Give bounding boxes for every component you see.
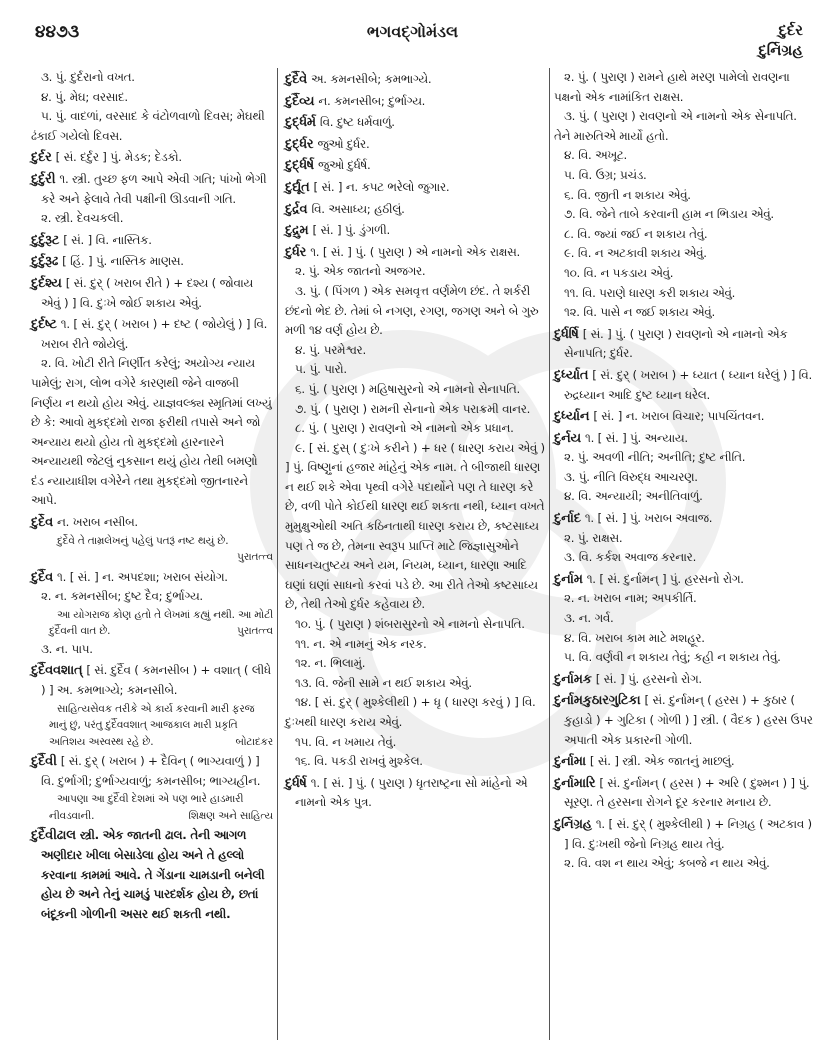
sense-definition: ૩. પું. દુર્દરાનો વખત.	[41, 70, 135, 84]
sense-definition: ૨. પું. ( પુરાણ ) રામને હાથે મરણ પામેલો રાવણના પક્ષનો એક નામાંકિત રાક્ષસ.	[554, 70, 790, 104]
column-1	[31, 68, 273, 924]
sense-definition: ૧૫. વિ. ન ખમાય તેવું.	[295, 734, 397, 749]
usage-quote	[31, 533, 273, 566]
headword: દુર્દૈવીઢાલ	[31, 828, 76, 844]
definition: [ સં. દુર્નામન્ ( હરસ ) + કુઠાર ( કુહાડો ) + ગુટિકા ( ગોળી ) ] સ્ત્રી. ( વૈદક ) હરસ ઉપર અપાતી એક પ્રકારની ગોળી.	[564, 693, 813, 747]
headword: દુર્દ્રવ	[285, 201, 308, 217]
definition: [ સં. દુર્નામન્ ( હરસ ) + અરિ ( દુશ્મન ) ] પું. સૂરણ. તે હરસના રોગને દૂર કરનાર મનાય છે.	[564, 775, 810, 810]
headword: દુર્દેવ	[31, 515, 54, 531]
dictionary-entry	[554, 670, 814, 690]
definition: સ્ત્રી. એક જાતની ઢાલ. તેની આગળ અણીદાર ખીલા બેસાડેલા હોય અને તે હલ્લો કરવાના કામમાં આવે. તે ગેંડાના ચામડાની બનેલી હોય છે અને તેનું ચામડું પારદર્શક હોય છે, છતાં બંદૂકની ગોળીની અસર થઈ શકતી નથી.	[41, 828, 265, 921]
dictionary-entry	[31, 170, 273, 209]
sense-definition: ૩. ન. પાપ.	[41, 641, 93, 656]
page-title: ભગવદ્ગોમંડલ	[366, 22, 459, 41]
sense-definition: ૪. પું. પરમેશ્વર.	[295, 342, 367, 357]
sense-definition: ૪. વિ. અન્યાયી; અનીતિવાળું.	[564, 489, 703, 504]
headword: દુર્દ્યૂત	[285, 179, 310, 195]
quote-text: દુર્દેવે તે તામ્રલેખનું પહેલું પતરૂં નષ્ટ થયું છે.	[57, 534, 229, 547]
quote-text: આ યોગરાજ કોણ હતો તે લેખમાં કહ્યું નથી. આ મોટી દુર્દૈવની વાત છે.	[49, 608, 273, 638]
headword: દુર્નાદ	[554, 511, 581, 527]
quote-source: બોટાદકર	[235, 735, 273, 748]
dictionary-entry	[285, 243, 545, 263]
dictionary-entry	[285, 178, 545, 198]
definition: અ. કમનસીબે; કમભાગ્યે.	[311, 72, 432, 86]
sense-definition: ૧૧. ન. એ નામનું એક નરક.	[295, 636, 427, 651]
quote-text: સાહિત્યસેવક તરીકે એ કાર્ય કરવાની મારી ફરજ માનું છું, પરંતુ દુર્દૈવવશાત્ આજકાલ મારી પ્રકૃતિ અતિશય અસ્વસ્થ રહે છે.	[49, 702, 255, 748]
sense-definition: ૩. પું. નીતિ વિરુદ્ધ આચરણ.	[564, 469, 698, 484]
definition: [ સં. ] પું. ડુંગળી.	[312, 223, 391, 238]
sense-definition: ૨. પું. રાક્ષસ.	[564, 530, 623, 545]
headword: દુર્દ્ધર	[285, 136, 314, 152]
column-divider	[277, 68, 278, 1040]
headword: દુર્દૈવ્ય	[285, 93, 315, 109]
dictionary-entry	[554, 429, 814, 449]
definition: ૧. [ સં. દુર્નામન્ ] પું. હરસનો રોગ.	[586, 571, 744, 586]
dictionary-entry	[285, 200, 545, 220]
column-3	[554, 68, 814, 874]
sense-definition: ૭. વિ. જેને તાબે કરવાની હામ ન ભિડાય એવું.	[564, 207, 774, 222]
headword: દુર્દ્ધર્ષ	[285, 158, 315, 174]
headword: દુર્દુરૂટ	[31, 232, 60, 248]
sense-definition: ૨. વિ. ખોટી રીતે નિર્ણીત કરેલું; અયોગ્ય ન્યાય પામેલું; રાગ, લોભ વગેરે કારણથી જેને વાજબી નિર્ણય ન થયો હોય એવું. યાજ્ઞવલ્ક્ય સ્મૃતિમાં લખ્યું છે કે: આવો મુકદ્દમો રાજા ફરીથી તપાસે અને જો અન્યાય થયો હોય તો મુકદ્દમો હારનારને અન્યાયથી જેટલું નુકસાન થયું હોય તેથી બમણો દંડ ન્યાયાધીશ વગેરેને તથા મુકદ્દમો જીતનારને આપે.	[31, 356, 272, 508]
headword: દુર્નામ	[554, 571, 583, 587]
headword: દુર્નામારિ	[554, 775, 596, 791]
headword: દુર્નિગ્રહ	[554, 816, 592, 832]
sense-definition: ૫. પું. વાદળાં, વરસાદ કે વંટોળવાળો દિવસ; મેઘથી ઢંકાઈ ગયેલો દિવસ.	[31, 109, 265, 143]
dictionary-entry	[554, 752, 814, 772]
dictionary-entry	[285, 774, 545, 813]
sense-definition: ૧૧. વિ. પરાણે ધારણ કરી શકાય એવું.	[564, 285, 736, 300]
quote-source: પુરાતત્ત્વ	[237, 551, 273, 564]
sense-definition: ૮. વિ. જ્યાં જઈ ન શકાય તેવું.	[564, 226, 708, 241]
dictionary-entry	[31, 252, 273, 272]
sense-definition: ૪. વિ. ખરાબ કામ માટે મશહૂર.	[564, 630, 705, 645]
headword: દુર્દૈવે	[285, 72, 308, 87]
dictionary-entry	[31, 148, 273, 168]
usage-quote	[31, 607, 273, 640]
headword: દુર્ધ્યાન	[554, 409, 590, 425]
sense-definition: ૯. વિ. ન અટકાવી શકાય એવું.	[564, 246, 707, 261]
dictionary-entry	[285, 92, 545, 112]
dictionary-entry	[285, 135, 545, 155]
headword: દુર્નામા	[554, 754, 586, 770]
definition: [ સં. ] ન. કપટ ભરેલો જુગાર.	[313, 179, 450, 194]
definition: ૧. [ સં. ] પું. અન્યાય.	[585, 430, 688, 445]
headword: દુર્દુરી	[31, 171, 56, 187]
definition: [ સં. દુર્ ( ખરાબ રીતે ) + દશ્ય ( જોવાય એવું ) ] વિ. દુઃખે જોઈ શકાય એવું.	[41, 275, 253, 310]
definition: જુઓ દુર્ધર્ષ.	[318, 158, 371, 173]
headword: દુર્ધ્યાત	[554, 367, 589, 383]
dictionary-entry	[31, 513, 273, 533]
dictionary-entry	[554, 366, 814, 405]
sense-definition: ૫. વિ. વર્ણવી ન શકાય તેવું; કહી ન શકાય તેવું.	[564, 650, 781, 665]
dictionary-entry	[554, 407, 814, 427]
sense-definition: ૨. ન. ખરાબ નામ; અપકીર્તિ.	[564, 591, 697, 606]
headword: દુર્ધર	[285, 244, 307, 260]
definition: ૧. [ સં. દુર્ ( મુશ્કેલીથી ) + નિગ્રહ ( અટકાવ ) ] વિ. દુઃખથી જેનો નિગ્રહ થાય તેવું.	[564, 816, 812, 851]
sense-definition: ૩. પું. ( પિંગળ ) એક સમવૃત્ત વર્ણમેળ છંદ. તે શર્કરી છંદનો ભેદ છે. તેમાં બે નગણ, રગણ, જગણ અને બે ગુરુ મળી ૧૪ વર્ણ હોય છે.	[285, 283, 539, 338]
sense-definition: ૬. પું. ( પુરાણ ) મહિષાસુરનો એ નામનો સેનાપતિ.	[295, 381, 521, 396]
definition: વિ. અસાધ્ય; હઠીલું.	[311, 201, 405, 216]
dictionary-entry	[285, 156, 545, 176]
sense-definition: ૫. વિ. ઉગ્ર; પ્રચંડ.	[564, 167, 647, 182]
headword: દુર્દ્ધર્મ	[285, 115, 316, 131]
usage-quote	[31, 791, 273, 824]
dictionary-entry	[31, 568, 273, 588]
definition: [ સં. ] ન. ખરાબ વિચાર; પાપચિંતવન.	[593, 409, 765, 424]
sense-definition: ૨. વિ. વશ ન થાય એવું; કબજે ન થાય એવું.	[564, 856, 770, 871]
guide-word-first: દુર્દર	[778, 21, 803, 39]
sense-definition: ૯. [ સં. દુસ્ ( દુઃખે કરીને ) + ધર ( ધારણ કરાય એવું ) ] પું. વિષ્ણુનાં હજાર માંહેનું એક નામ. તે બીજાથી ધારણ ન થઈ શકે એવા પૃથ્વી વગેરે પદાર્થોને પણ તે ધારણ કરે છે, વળી પોતે કોઈથી ધારણ થઈ શકતા નથી, ધ્યાન વખતે મુમુક્ષુઓથી અતિ કઠિનતાથી ધારણ કરાય છે, કષ્ટસાધ્ય પણ તે જ છે, તેમના સ્વરૂપ પ્રાપ્તિ માટે જિજ્ઞાસુઓને સાધનચતુષ્ટય અને યમ, નિયમ, ધ્યાન, ધારણા આદિ ઘણાં ઘણાં સાધનો કરવાં પડે છે. આ રીતે તેઓ કષ્ટસાધ્ય છે, તેથી તેઓ દુર્ધર કહેવાય છે.	[285, 440, 545, 612]
dictionary-entry	[554, 325, 814, 364]
headword: દુર્ધર્ષ	[285, 775, 307, 791]
sense-definition: ૨. ન. કમનસીબ; દુષ્ટ દૈવ; દુર્ભાગ્ય.	[41, 589, 203, 604]
sense-definition: ૩. પું. ( પુરાણ ) રાવણનો એ નામનો એક સેનાપતિ. તેને મારુતિએ માર્યો હતો.	[554, 109, 797, 143]
headword: દુર્ધર્ષિ	[554, 326, 579, 342]
dictionary-entry	[31, 752, 273, 791]
definition: [ સં. ] વિ. નાસ્તિક.	[63, 232, 152, 247]
definition: ન. કમનસીબ; દુર્ભાગ્ય.	[318, 93, 426, 108]
definition: [ સં. ] સ્ત્રી. એક જાતનું માછલું.	[589, 754, 735, 769]
headword: દુર્નામકુઠારગુટિકા	[554, 693, 641, 709]
dictionary-entry	[554, 509, 814, 529]
definition: [ સં. ] પું. ( પુરાણ ) રાવણનો એ નામનો એક સેનાપતિ; દુર્ધર.	[564, 326, 788, 361]
sense-definition: ૧૪. [ સં. દુર્ ( મુશ્કેલીથી ) + ધૃ ( ધારણ કરવું ) ] વિ. દુઃખથી ધારણ કરાય એવું.	[285, 695, 536, 729]
guide-word-last: દુર્નિગ્રહ	[758, 41, 803, 59]
definition: જુઓ દુર્ધર.	[317, 136, 370, 151]
definition: ન. ખરાબ નસીબ.	[57, 515, 138, 530]
sense-definition: ૧૦. વિ. ન પકડાય એવું.	[564, 265, 674, 280]
definition: [ સં. દુર્ ( ખરાબ ) + ધ્યાત ( ધ્યાન ધરેલું ) ] વિ. રુદ્રધ્યાન આદિ દુષ્ટ ધ્યાન ધરેલ.	[564, 367, 813, 402]
usage-quote	[31, 701, 273, 751]
definition: ૧. સ્ત્રી. તુચ્છ ફળ આપે એવી ગતિ; પાંખો ભેગી કરે અને ફેલાવે તેવી પક્ષીની ઊડવાની ગતિ.	[41, 171, 267, 206]
quote-text: આપણા આ દુર્દૈવી દેશમાં એ પણ ભારે હાડમારી નીવડવાની.	[49, 793, 244, 822]
dictionary-entry	[31, 274, 273, 313]
definition: વિ. દુષ્ટ ધર્મવાળું.	[319, 115, 395, 130]
headword: દુર્દૈવ	[31, 569, 54, 585]
definition: ૧. [ સં. ] ન. અપદશા; ખરાબ સંયોગ.	[57, 569, 228, 584]
sense-definition: ૩. ન. ગર્વ.	[564, 611, 614, 626]
sense-definition: ૬. વિ. જીતી ન શકાય એવું.	[564, 187, 691, 202]
dictionary-entry	[554, 691, 814, 750]
headword: દુર્નય	[554, 430, 581, 446]
definition: ૧. [ સં. ] પું. ( પુરાણ ) એ નામનો એક રાક્ષસ.	[310, 244, 521, 259]
sense-definition: ૨. પું. અવળી નીતિ; અનીતિ; દુષ્ટ નીતિ.	[564, 450, 746, 465]
dictionary-entry	[285, 113, 545, 133]
dictionary-entry	[31, 826, 273, 924]
sense-definition: ૧૨. વિ. પાસે ન જઈ શકાય એવું.	[564, 305, 715, 320]
definition: ૧. [ સં. ] પું. ખરાબ અવાજ.	[584, 511, 713, 526]
headword: દુર્દષ્ટ	[31, 317, 57, 333]
definition: [ સં. દર્દુર ] પું. મેડક; દેડકો.	[55, 150, 182, 165]
definition: [ સં. દુર્દૈવ ( કમનસીબ ) + વશાત્ ( લીધે ) ] અ. કમભાગ્યે; કમનસીબે.	[41, 663, 271, 698]
dictionary-entry	[554, 815, 814, 854]
quote-source: શિક્ષણ અને સાહિત્ય	[188, 809, 273, 822]
headword: દુર્દર	[31, 150, 52, 166]
guide-words	[758, 20, 803, 60]
quote-source: પુરાતત્ત્વ	[237, 625, 273, 638]
sense-definition: ૨. પું. એક જાતનો અજગર.	[295, 264, 426, 279]
dictionary-entry	[554, 774, 814, 813]
headword: દુદ્રુમ	[285, 223, 309, 239]
dictionary-entry	[31, 315, 273, 354]
definition: [ હિં. ] પું. નાસ્તિક માણસ.	[62, 254, 184, 269]
column-2	[285, 68, 545, 813]
column-divider	[549, 68, 550, 1040]
sense-definition: ૩. વિ. કર્કશ અવાજ કરનાર.	[564, 550, 697, 565]
sense-definition: ૭. પું. ( પુરાણ ) રામની સેનાનો એક પરાક્રમી વાનર.	[295, 401, 531, 416]
definition: ૧. [ સં. ] પું. ( પુરાણ ) ધૃતરાષ્ટ્રના સો માંહેનો એ નામનો એક પુત્ર.	[295, 775, 528, 810]
sense-definition: ૮. પું. ( પુરાણ ) રાવણનો એ નામનો એક પ્રધાન.	[295, 421, 514, 436]
definition: [ સં. દુર્ ( ખરાબ ) + દૈવિન્ ( ભાગ્યવાળું ) ] વિ. દુર્ભાગી; દુર્ભાગ્યવાળું; કમનસીબ; ભાગ્યહીન.	[41, 754, 261, 788]
headword: દુર્નામક	[554, 671, 592, 687]
headword: દુર્દૈવવશાત્	[31, 663, 83, 679]
dictionary-entry	[31, 231, 273, 251]
dictionary-entry	[285, 221, 545, 241]
sense-definition: ૪. પું. મેઘ; વરસાદ.	[41, 89, 128, 104]
definition: [ સં. ] પું. હરસનો રોગ.	[595, 671, 702, 686]
sense-definition: ૨. સ્ત્રી. દેવચકલી.	[41, 211, 124, 226]
sense-definition: ૧૨. ન. ભિલામું.	[295, 656, 366, 671]
sense-definition: ૧૦. પું. ( પુરાણ ) શંબરાસુરનો એ નામનો સેનાપતિ.	[295, 617, 525, 632]
sense-definition: ૪. વિ. અખૂટ.	[564, 148, 628, 163]
dictionary-entry	[31, 661, 273, 700]
page-number: ૪૪૭૩	[35, 22, 80, 42]
sense-definition: ૫. પું. પારો.	[295, 362, 347, 377]
dictionary-entry	[554, 570, 814, 590]
headword: દુર્દુરૂઢ	[31, 254, 59, 270]
definition: ૧. [ સં. દુર્ ( ખરાબ ) + દષ્ટ ( જોયેલું ) ] વિ. ખરાબ રીતે જોયેલું.	[41, 317, 268, 351]
dictionary-entry	[285, 70, 545, 90]
headword: દુર્દશ્ય	[31, 275, 62, 291]
sense-definition: ૧૬. વિ. પકડી રાખવું મુશ્કેલ.	[295, 754, 423, 769]
headword: દુર્દૈવી	[31, 754, 57, 770]
sense-definition: ૧૩. વિ. જેની સામે ન થઈ શકાય એવું.	[295, 675, 472, 690]
